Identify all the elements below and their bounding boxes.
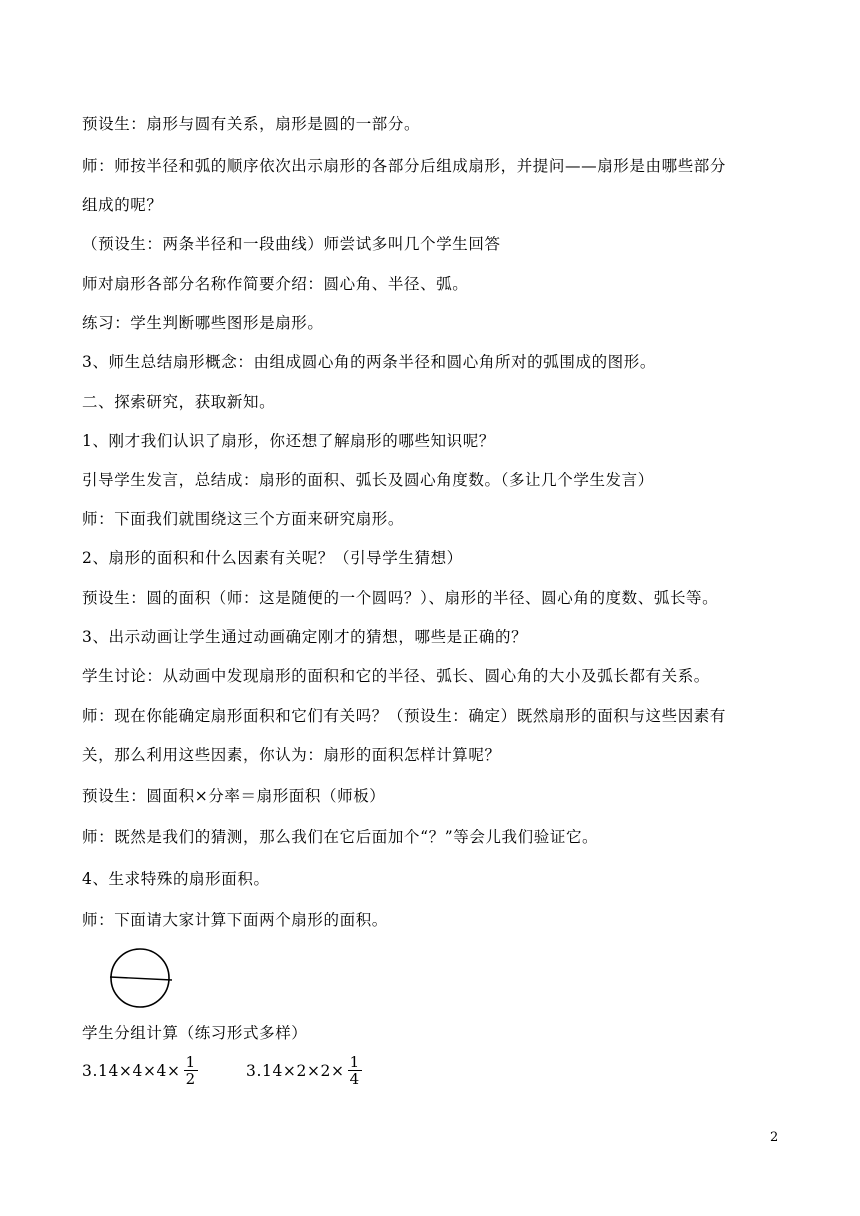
circle-diagram (106, 948, 174, 1008)
paragraph: 预设生：圆的面积（师：这是随便的一个圆吗？）、扇形的半径、圆心角的度数、弧长等。 (82, 589, 719, 607)
formula-expression: 3.14×4×4× (82, 1061, 181, 1080)
fraction-numerator: 1 (185, 1053, 196, 1071)
paragraph: 2、扇形的面积和什么因素有关呢？（引导学生猜想） (82, 549, 463, 567)
paragraph: 师：既然是我们的猜测，那么我们在它后面加个“？”等会儿我们验证它。 (82, 828, 599, 846)
paragraph: 师：师按半径和弧的顺序依次出示扇形的各部分后组成扇形，并提问——扇形是由哪些部分 (82, 157, 727, 175)
paragraph: 预设生：圆面积×分率＝扇形面积（师板） (82, 787, 386, 805)
diameter-line (110, 977, 172, 980)
paragraph: 学生讨论：从动画中发现扇形的面积和它的半径、弧长、圆心角的大小及弧长都有关系。 (82, 667, 710, 685)
paragraph: 4、生求特殊的扇形面积。 (82, 870, 270, 888)
fraction-denominator: 4 (349, 1070, 360, 1088)
paragraph: （预设生：两条半径和一段曲线）师尝试多叫几个学生回答 (82, 235, 501, 253)
paragraph: 师：现在你能确定扇形面积和它们有关吗？（预设生：确定）既然扇形的面积与这些因素有 (82, 707, 727, 725)
formula-1 (82, 1054, 198, 1087)
section-heading: 二、探索研究，获取新知。 (82, 393, 276, 411)
paragraph: 引导学生发言，总结成：扇形的面积、弧长及圆心角度数。（多让几个学生发言） (82, 471, 654, 489)
fraction (348, 1054, 362, 1087)
paragraph: 学生分组计算（练习形式多样） (82, 1024, 308, 1042)
paragraph: 师对扇形各部分名称作简要介绍：圆心角、半径、弧。 (82, 275, 469, 293)
paragraph: 师：下面我们就围绕这三个方面来研究扇形。 (82, 510, 405, 528)
page-number: 2 (770, 1130, 779, 1145)
paragraph: 预设生：扇形与圆有关系，扇形是圆的一部分。 (82, 115, 421, 133)
formula-2 (246, 1054, 362, 1087)
paragraph: 练习：学生判断哪些图形是扇形。 (82, 314, 324, 332)
fraction-denominator: 2 (185, 1070, 196, 1088)
formula-expression: 3.14×2×2× (246, 1061, 345, 1080)
paragraph: 关，那么利用这些因素，你认为：扇形的面积怎样计算呢？ (82, 746, 501, 764)
paragraph: 1、刚才我们认识了扇形，你还想了解扇形的哪些知识呢？ (82, 432, 495, 450)
fraction-numerator: 1 (349, 1053, 360, 1071)
paragraph: 3、出示动画让学生通过动画确定刚才的猜想，哪些是正确的？ (82, 628, 528, 646)
fraction (184, 1054, 198, 1087)
paragraph: 组成的呢？ (82, 196, 163, 214)
paragraph: 3、师生总结扇形概念：由组成圆心角的两条半径和圆心角所对的弧围成的图形。 (82, 353, 656, 371)
paragraph: 师：下面请大家计算下面两个扇形的面积。 (82, 911, 388, 929)
